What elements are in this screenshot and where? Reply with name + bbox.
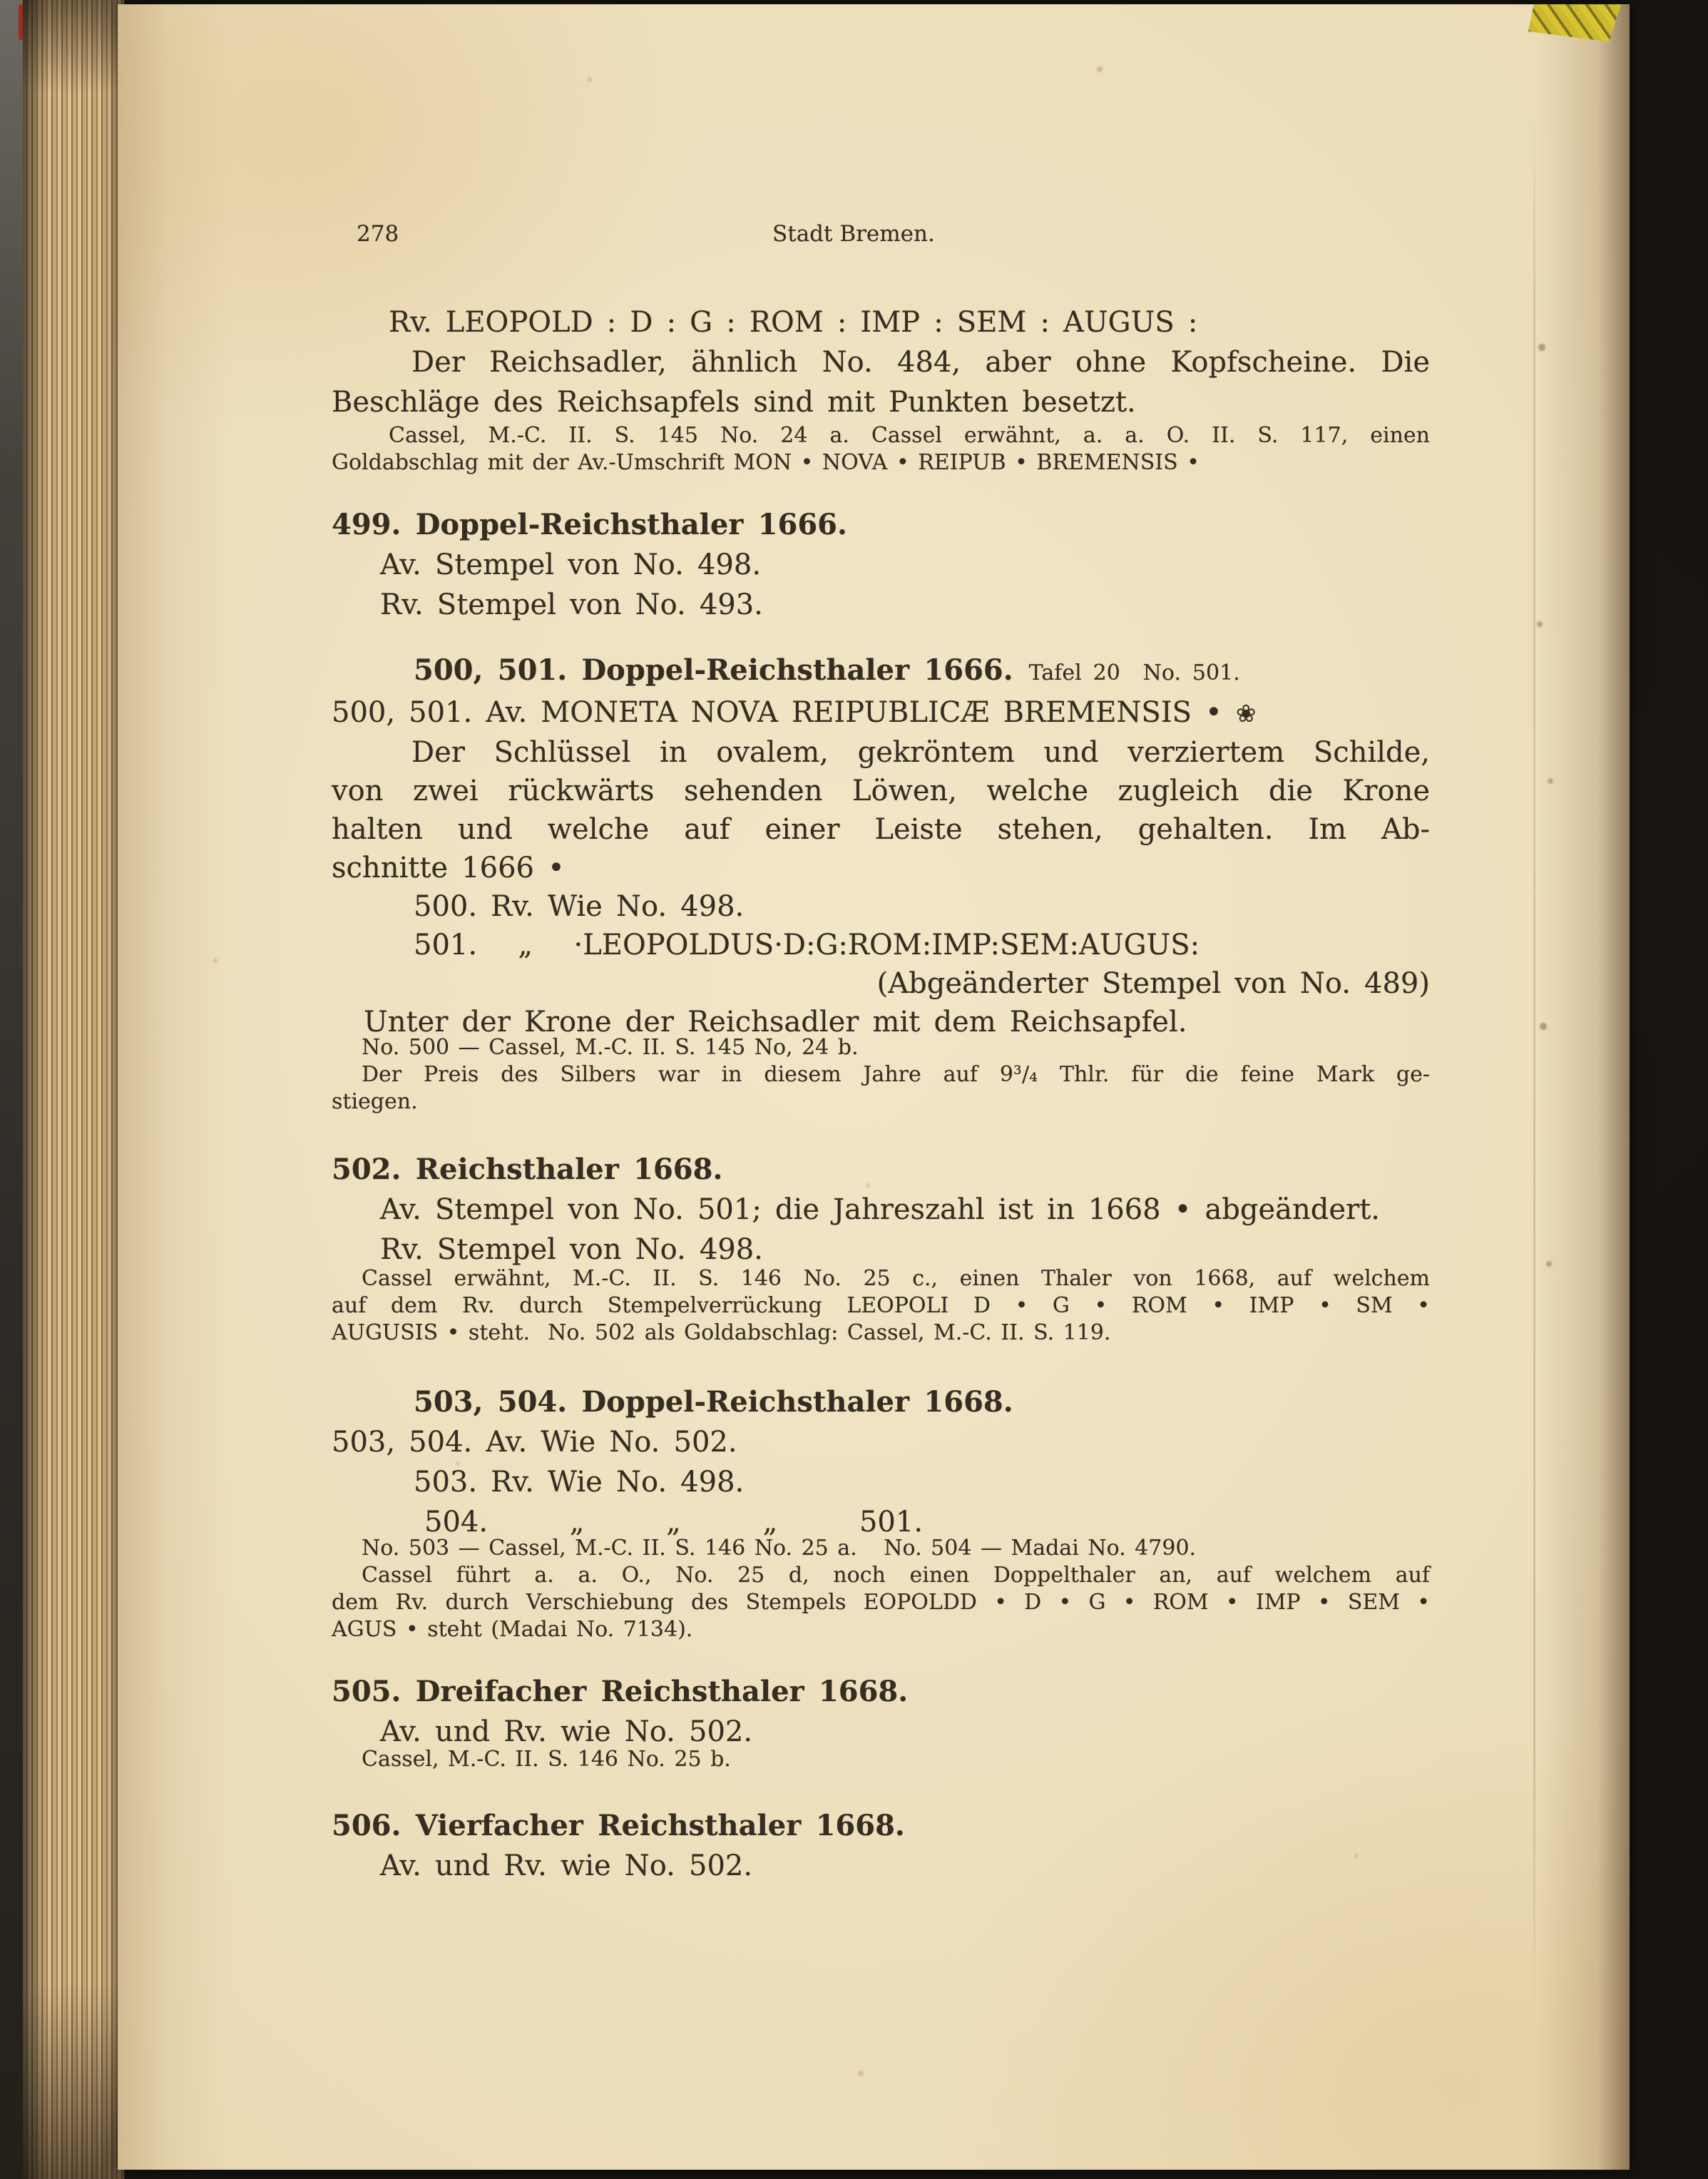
reference-note: No. 500 — Cassel, M.-C. II. S. 145 No, 24 b. [362,1035,859,1060]
entry-heading-499: 499. Doppel-Reichsthaler 1666. [332,508,847,541]
coin-legend-rv-498: Rv. LEOPOLD : D : G : ROM : IMP : SEM : AUGUS : [389,306,1198,339]
bookmark-ribbon [1528,4,1621,44]
reference-note: No. 503 — Cassel, M.-C. II. S. 146 No. 25 a. No. 504 — Madai No. 4790. [362,1536,1197,1561]
reverse-line-504: 504. „ „ „ 501. [424,1506,924,1538]
description-line: Beschläge des Reichsapfels sind mit Punkten besetzt. [332,386,1136,419]
reference-note: Cassel erwähnt, M.-C. II. S. 146 No. 25 c., einen Thaler von 1668, auf welchem [362,1266,1430,1291]
page-crease [1533,104,1535,2030]
obverse-line: 503, 504. Av. Wie No. 502. [332,1426,737,1459]
silver-price-note: stiegen. [332,1089,418,1114]
description-line: Der Reichsadler, ähnlich No. 484, aber ohne Kopfscheine. Die [411,346,1430,379]
reference-note: Goldabschlag mit der Av.-Umschrift MON • NOVA • REIPUB • BREMENSIS • [332,450,1200,475]
reference-note: Cassel führt a. a. O., No. 25 d, noch einen Doppelthaler an, auf welchem auf [362,1563,1430,1588]
entry-heading-502: 502. Reichsthaler 1668. [332,1153,723,1186]
obverse-line: Av. Stempel von No. 501; die Jahreszahl ist in 1668 • abgeändert. [380,1193,1380,1226]
running-header [332,220,1430,248]
reverse-line-500: 500. Rv. Wie No. 498. [414,890,745,923]
description-line: schnitte 1666 • [332,852,565,884]
reverse-line-503: 503. Rv. Wie No. 498. [414,1466,745,1499]
plate-reference: Tafel 20 No. 501. [1028,660,1240,685]
description-line: Unter der Krone der Reichsadler mit dem Reichsapfel. [364,1006,1187,1039]
reference-note: dem Rv. durch Verschiebung des Stempels EOPOLDD • D • G • ROM • IMP • SEM • [332,1590,1430,1615]
reference-note: AGUS • steht (Madai No. 7134). [332,1617,693,1642]
entry-heading-text: 500, 501. Doppel-Reichsthaler 1666. [414,653,1013,687]
entry-heading-506: 506. Vierfacher Reichsthaler 1668. [332,1809,905,1842]
rosette-icon: ❀ [1235,700,1257,728]
reference-note: Cassel, M.-C. II. S. 145 No. 24 a. Cassel erwähnt, a. a. O. II. S. 117, einen [389,423,1430,448]
page-fore-edge-stack [23,0,124,2179]
stamp-note: (Abgeänderter Stempel von No. 489) [876,967,1430,1000]
coin-legend-rv-501: 501. „ ·LEOPOLDUS·D:G:ROM:IMP:SEM:AUGUS: [414,929,1200,961]
foxing-specks [118,4,121,7]
obverse-line: Av. Stempel von No. 498. [380,548,762,581]
silver-price-note: Der Preis des Silbers war in diesem Jahre auf 9³/₄ Thlr. für die feine Mark ge- [362,1062,1430,1087]
running-title: Stadt Bremen. [772,221,935,247]
obverse-reverse-line: Av. und Rv. wie No. 502. [380,1715,753,1748]
reference-note: AUGUSIS • steht. No. 502 als Goldabschlag: Cassel, M.-C. II. S. 119. [332,1320,1111,1345]
description-line: Der Schlüssel in ovalem, gekröntem und verziertem Schilde, [411,736,1430,769]
entry-heading-500-501 [414,650,1430,693]
page-number: 278 [357,221,399,247]
description-line: von zwei rückwärts sehenden Löwen, welche zugleich die Krone [332,775,1430,807]
reference-note: Cassel, M.-C. II. S. 146 No. 25 b. [362,1747,731,1772]
book-page [118,4,1630,2170]
entry-heading-503-504: 503, 504. Doppel-Reichsthaler 1668. [414,1385,1013,1419]
reverse-line: Rv. Stempel von No. 498. [380,1233,763,1266]
coin-legend-av [332,693,1430,733]
reverse-line: Rv. Stempel von No. 493. [380,588,763,621]
description-line: halten und welche auf einer Leiste stehen, gehalten. Im Ab- [332,813,1430,846]
entry-heading-505: 505. Dreifacher Reichsthaler 1668. [332,1675,909,1708]
obverse-reverse-line: Av. und Rv. wie No. 502. [380,1849,753,1882]
reference-note: auf dem Rv. durch Stempelverrückung LEOPOLI D • G • ROM • IMP • SM • [332,1293,1430,1318]
coin-legend-text: 500, 501. Av. MONETA NOVA REIPUBLICÆ BREMENSIS • [332,696,1222,729]
text-block [332,4,1430,1886]
